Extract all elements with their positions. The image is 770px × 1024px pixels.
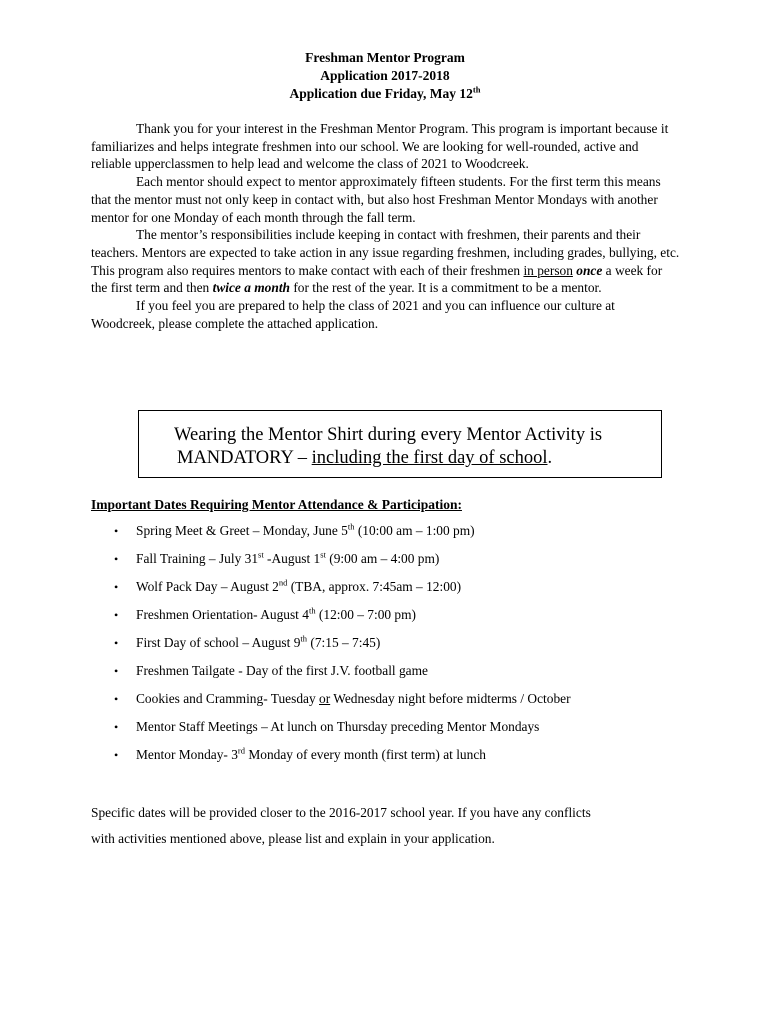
bullet-icon: •: [114, 692, 119, 706]
program-title: Freshman Mentor Program: [305, 50, 465, 65]
bullet-icon: •: [114, 664, 119, 678]
due-date: Application due Friday, May 12th: [289, 84, 481, 101]
bullet-icon: •: [114, 636, 119, 650]
date-list-item: • Freshmen Orientation- August 4th (12:00 – 7:00 pm): [114, 605, 417, 622]
once-emphasis: once: [576, 262, 603, 278]
notice-line-2: MANDATORY – including the first day of school.: [177, 448, 553, 468]
in-person-text: in person: [523, 262, 573, 278]
bullet-icon: •: [114, 552, 119, 566]
application-year: Application 2017-2018: [320, 68, 450, 83]
date-list-item: • Fall Training – July 31st -August 1st (9:00 am – 4:00 pm): [114, 549, 440, 566]
bullet-icon: •: [114, 608, 119, 622]
bullet-icon: •: [114, 524, 119, 538]
date-list-item: • Mentor Staff Meetings – At lunch on Thursday preceding Mentor Mondays: [114, 719, 540, 734]
date-list-item: • Freshmen Tailgate - Day of the first J.V. football game: [114, 663, 428, 678]
date-list-item: • First Day of school – August 9th (7:15 – 7:45): [114, 633, 381, 650]
date-list-item: • Wolf Pack Day – August 2nd (TBA, approx. 7:45am – 12:00): [114, 577, 462, 594]
closing-line-1: Specific dates will be provided closer to the 2016-2017 school year. If you have any conflicts: [91, 805, 591, 820]
bullet-icon: •: [114, 580, 119, 594]
mandatory-shirt-notice: [138, 410, 662, 478]
intro-paragraph-4: If you feel you are prepared to help the class of 2021 and you can influence our culture at Woodcreek, please complete the attached application.: [91, 298, 615, 331]
bullet-icon: •: [114, 748, 119, 762]
closing-text: [91, 800, 691, 852]
intro-paragraph-2: Each mentor should expect to mentor approximately fifteen students. For the first term this means that the mentor must not only keep in contact with, but also host Freshman Mentor Mondays with another mentor for one Monday of each month through the fall term.: [91, 174, 661, 225]
intro-text: [91, 120, 681, 332]
intro-paragraph-3: The mentor’s responsibilities include keeping in contact with freshmen, their parents and their teachers. Mentors are expected to take action in any issue regarding freshmen, including grades, bullying, etc. This program also requires mentors to make contact with each of their freshmen in person once a week for the first term and then twice a month for the rest of the year. It is a commitment to be a mentor.: [91, 227, 680, 296]
bullet-icon: •: [114, 720, 119, 734]
date-list-item: • Spring Meet & Greet – Monday, June 5th (10:00 am – 1:00 pm): [114, 521, 475, 538]
date-list-item: • Mentor Monday- 3rd Monday of every month (first term) at lunch: [114, 745, 486, 762]
twice-a-month-emphasis: twice a month: [212, 280, 290, 296]
important-dates-heading: Important Dates Requiring Mentor Attendance & Participation:: [91, 497, 462, 512]
notice-line-1: Wearing the Mentor Shirt during every Mentor Activity is: [174, 425, 603, 445]
date-list-item: • Cookies and Cramming- Tuesday or Wednesday night before midterms / October: [114, 691, 571, 706]
important-dates-list: [91, 522, 691, 774]
intro-paragraph-1: Thank you for your interest in the Freshman Mentor Program. This program is important because it familiarizes and helps integrate freshmen into our school. We are looking for well-rounded, active and reliable upperclassmen to help lead and welcome the class of 2021 to Woodcreek.: [91, 121, 669, 172]
document-header: [0, 49, 770, 103]
closing-line-2: with activities mentioned above, please list and explain in your application.: [91, 831, 495, 846]
